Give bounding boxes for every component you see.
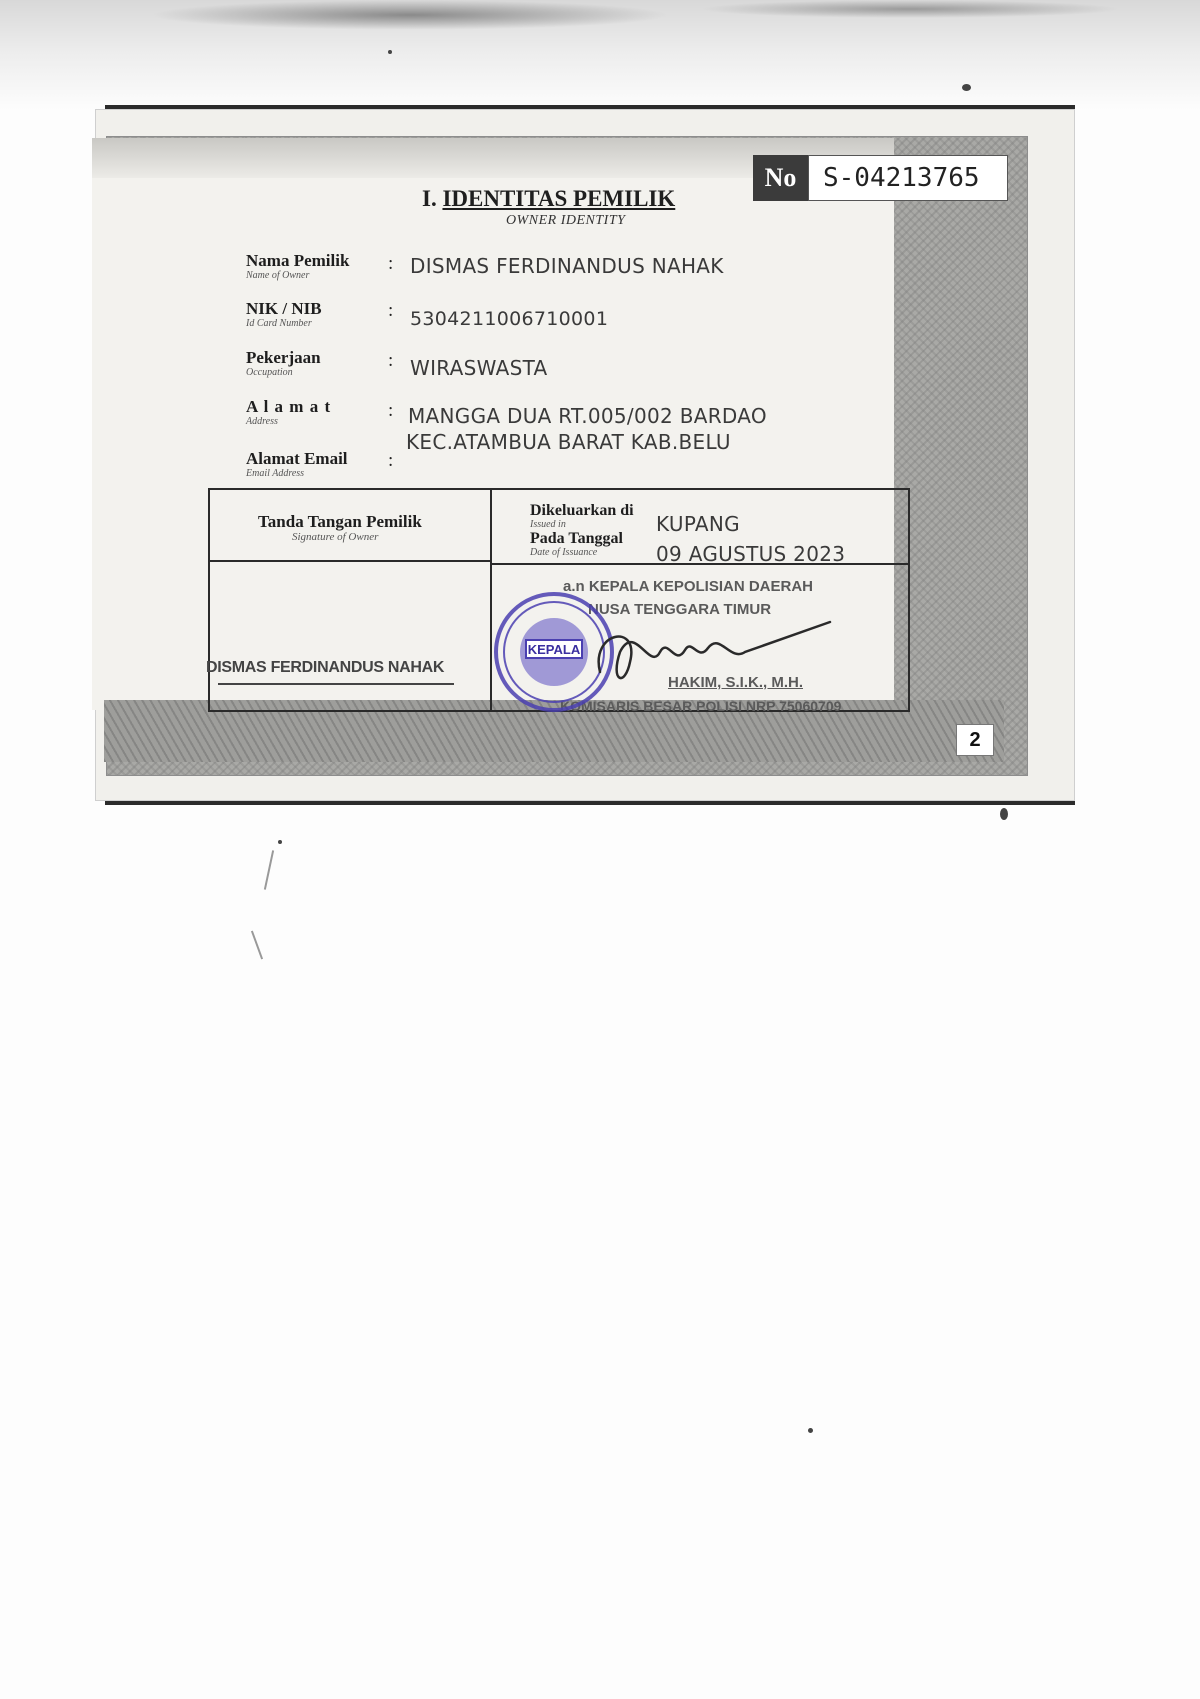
official-rank: KOMISARIS BESAR POLISI NRP 75060709: [560, 698, 842, 714]
nik-label-en: Id Card Number: [246, 318, 312, 329]
scan-speck: [962, 84, 971, 91]
owner-name-underline: [218, 683, 454, 685]
occupation-value: WIRASWASTA: [410, 356, 548, 380]
scan-speck: [278, 840, 282, 844]
owner-signature-title-en: Signature of Owner: [292, 531, 379, 543]
stamp-text: KEPALA: [527, 642, 581, 657]
scan-mark: [251, 931, 263, 960]
official-name: HAKIM, S.I.K., M.H.: [668, 674, 803, 691]
email-colon: :: [388, 450, 394, 471]
email-label: Alamat Email: [246, 449, 348, 468]
occupation-label-en: Occupation: [246, 367, 293, 378]
section-title-text: IDENTITAS PEMILIK: [442, 186, 676, 211]
date-label-en: Date of Issuance: [530, 547, 598, 558]
owner-signature-title: Tanda Tangan Pemilik: [258, 512, 422, 531]
name-label: Nama Pemilik: [246, 251, 350, 270]
name-label-en: Name of Owner: [246, 270, 310, 281]
section-subtitle: OWNER IDENTITY: [506, 213, 626, 228]
owner-printed-name: DISMAS FERDINANDUS NAHAK: [206, 659, 445, 676]
official-line2: NUSA TENGGARA TIMUR: [588, 601, 772, 618]
page-number: 2: [956, 724, 994, 756]
issued-in-label-en: Issued in: [530, 519, 566, 530]
date-value: 09 AGUSTUS 2023: [656, 542, 846, 566]
section-title-numeral: I.: [422, 186, 437, 211]
occupation-colon: :: [388, 350, 394, 371]
scan-speck: [388, 50, 392, 54]
name-colon: :: [388, 253, 394, 274]
table-divider-left: [208, 560, 491, 562]
scan-mark: [264, 850, 274, 890]
nik-value: 5304211006710001: [410, 308, 609, 330]
address-label: A l a m a t: [246, 397, 332, 416]
scan-top-shadow: [0, 0, 1200, 110]
address-value-line2: KEC.ATAMBUA BARAT KAB.BELU: [406, 430, 731, 454]
serial-number-label: No: [753, 155, 808, 201]
nik-colon: :: [388, 300, 394, 321]
address-colon: :: [388, 400, 394, 421]
official-line1: a.n KEPALA KEPOLISIAN DAERAH: [563, 578, 814, 595]
occupation-label: Pekerjaan: [246, 348, 321, 367]
nik-label: NIK / NIB: [246, 299, 322, 318]
section-title: [422, 186, 675, 212]
address-value-line1: MANGGA DUA RT.005/002 BARDAO: [408, 404, 767, 428]
date-label: Pada Tanggal: [530, 530, 623, 547]
issued-in-value: KUPANG: [656, 512, 740, 536]
scan-speck: [1000, 808, 1008, 820]
official-signature: [580, 612, 840, 702]
serial-number-value: S-04213765: [808, 155, 1008, 201]
issued-in-label: Dikeluarkan di: [530, 502, 634, 519]
address-label-en: Address: [246, 416, 278, 427]
name-value: DISMAS FERDINANDUS NAHAK: [410, 254, 724, 278]
scan-speck: [808, 1428, 813, 1433]
email-label-en: Email Address: [246, 468, 305, 479]
